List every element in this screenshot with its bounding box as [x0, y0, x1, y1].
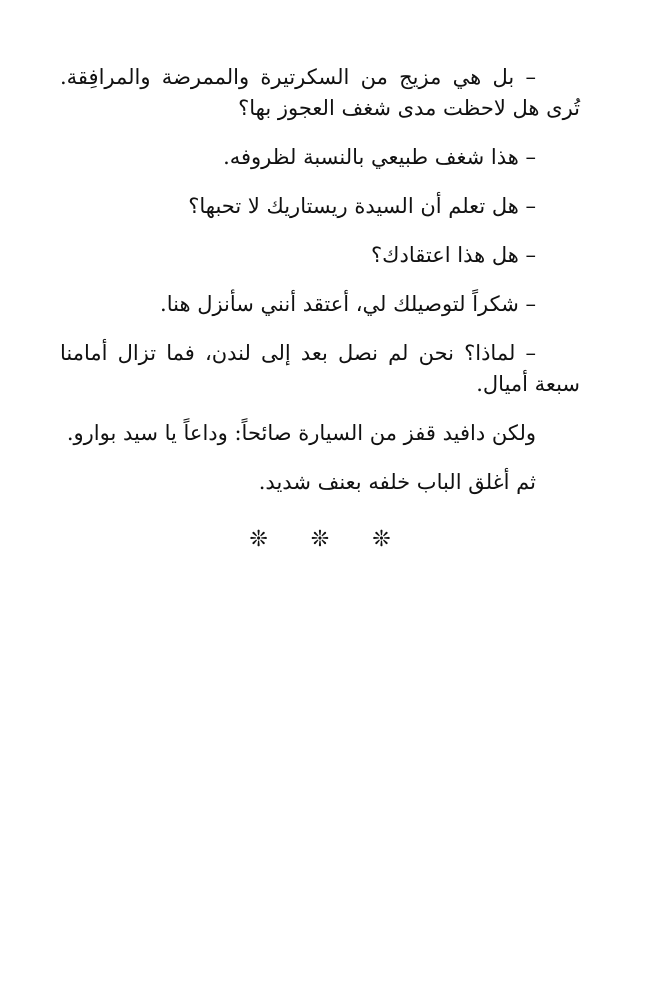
- section-separator: ❊ ❊ ❊: [249, 527, 409, 552]
- page-body: [60, 62, 580, 555]
- paragraph-5: – شكراً لتوصيلك لي، أعتقد أنني سأنزل هنا.: [160, 292, 536, 316]
- paragraph-2: – هذا شغف طبيعي بالنسبة لظروفه.: [223, 145, 536, 169]
- paragraph-1: – بل هي مزيج من السكرتيرة والممرضة والمرافِقة. تُرى هل لاحظت مدى شغف العجوز بها؟: [60, 65, 580, 120]
- paragraph-3: – هل تعلم أن السيدة ريستاريك لا تحبها؟: [188, 194, 536, 218]
- paragraph-4: – هل هذا اعتقادك؟: [371, 243, 536, 267]
- paragraph-6: – لماذا؟ نحن لم نصل بعد إلى لندن، فما تزال أمامنا سبعة أميال.: [60, 341, 580, 396]
- paragraph-8: ثم أغلق الباب خلفه بعنف شديد.: [258, 470, 536, 494]
- paragraph-7: ولكن دافيد قفز من السيارة صائحاً: وداعاً يا سيد بوارو.: [66, 421, 536, 445]
